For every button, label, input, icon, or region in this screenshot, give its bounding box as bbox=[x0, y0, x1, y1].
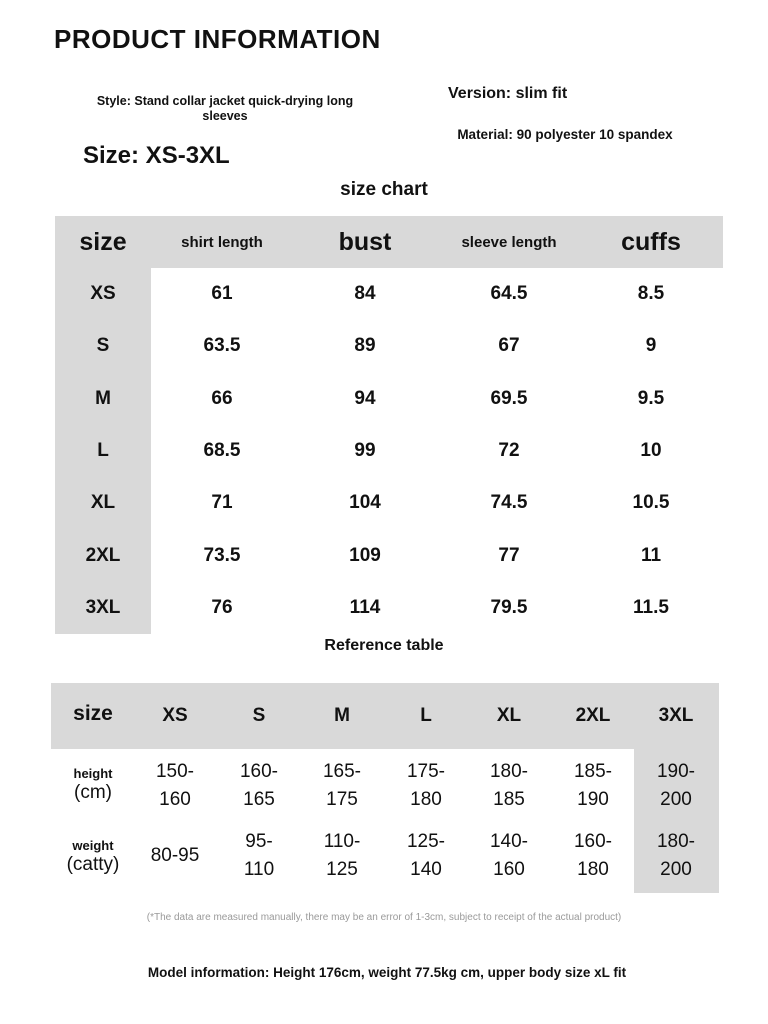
size-chart-title: size chart bbox=[340, 179, 428, 200]
measurement-cell: 99 bbox=[354, 440, 376, 462]
ref-header-size: size bbox=[73, 702, 113, 725]
height-unit: (cm) bbox=[74, 782, 112, 803]
height-range-cell: 150- 160 bbox=[155, 761, 195, 810]
height-range-cell: 180- 185 bbox=[489, 761, 529, 810]
measurement-cell: 9 bbox=[645, 335, 657, 357]
ref-header-size-option: S bbox=[252, 705, 266, 726]
size-label-cell: XS bbox=[90, 283, 116, 305]
height-range-cell: 190- 200 bbox=[656, 761, 696, 810]
page-title: PRODUCT INFORMATION bbox=[54, 24, 381, 54]
measurement-cell: 71 bbox=[211, 492, 233, 514]
measurement-cell: 84 bbox=[354, 283, 376, 305]
measurement-cell: 10.5 bbox=[632, 492, 670, 514]
measurement-cell: 10 bbox=[640, 440, 662, 462]
height-range-cell: 165- 175 bbox=[322, 761, 362, 810]
size-label-cell: 3XL bbox=[85, 596, 121, 618]
measurement-cell: 9.5 bbox=[637, 387, 665, 409]
measurement-cell: 76 bbox=[211, 596, 233, 618]
weight-range-cell: 180- 200 bbox=[656, 831, 696, 880]
measurement-cell: 66 bbox=[211, 387, 233, 409]
header-shirt-length: shirt length bbox=[181, 233, 263, 251]
measurement-cell: 11 bbox=[640, 544, 662, 566]
size-chart-table bbox=[55, 216, 723, 634]
style-info: Style: Stand collar jacket quick-drying long sleeves bbox=[96, 94, 354, 123]
measurement-cell: 69.5 bbox=[490, 387, 528, 409]
measurement-cell: 109 bbox=[349, 544, 381, 566]
ref-header-size-option: L bbox=[420, 705, 432, 726]
measurement-cell: 72 bbox=[498, 440, 520, 462]
height-label: height bbox=[73, 766, 113, 781]
ref-header-size-option: XS bbox=[162, 705, 188, 726]
measurement-cell: 61 bbox=[211, 283, 233, 305]
size-label-cell: S bbox=[96, 335, 110, 357]
size-label-cell: M bbox=[95, 387, 111, 409]
header-sleeve-length: sleeve length bbox=[461, 233, 557, 251]
header-size: size bbox=[79, 227, 127, 256]
measurement-note: (*The data are measured manually, there may be an error of 1-3cm, subject to receipt of the actual product) bbox=[146, 912, 622, 923]
measurement-cell: 11.5 bbox=[633, 596, 669, 618]
ref-header-size-option: M bbox=[334, 705, 350, 726]
height-range-cell: 185- 190 bbox=[573, 761, 613, 810]
header-bust: bust bbox=[338, 227, 392, 256]
size-label-cell: L bbox=[97, 440, 109, 462]
measurement-cell: 68.5 bbox=[203, 440, 241, 462]
measurement-cell: 104 bbox=[349, 492, 381, 514]
measurement-cell: 77 bbox=[498, 544, 520, 566]
weight-label: weight bbox=[72, 838, 114, 853]
size-range: Size: XS-3XL bbox=[83, 142, 230, 169]
measurement-cell: 63.5 bbox=[203, 335, 241, 357]
material-info: Material: 90 polyester 10 spandex bbox=[457, 127, 673, 142]
height-range-cell: 160- 165 bbox=[239, 761, 279, 810]
weight-range-cell: 95- 110 bbox=[243, 831, 275, 880]
weight-range-cell: 125- 140 bbox=[406, 831, 446, 880]
measurement-cell: 114 bbox=[349, 596, 381, 618]
weight-range-cell: 80-95 bbox=[150, 845, 200, 866]
weight-unit: (catty) bbox=[66, 854, 120, 875]
size-label-cell: XL bbox=[90, 492, 116, 514]
row-label-height bbox=[51, 753, 135, 817]
measurement-cell: 79.5 bbox=[490, 596, 528, 618]
reference-table bbox=[51, 683, 719, 893]
version-info: Version: slim fit bbox=[448, 85, 568, 102]
weight-range-cell: 110- 125 bbox=[323, 831, 361, 880]
weight-range-cell: 160- 180 bbox=[573, 831, 613, 880]
measurement-cell: 64.5 bbox=[490, 283, 528, 305]
measurement-cell: 8.5 bbox=[637, 283, 665, 305]
size-label-cell: 2XL bbox=[85, 544, 121, 566]
weight-range-cell: 140- 160 bbox=[489, 831, 529, 880]
measurement-cell: 74.5 bbox=[490, 492, 528, 514]
measurement-cell: 89 bbox=[354, 335, 376, 357]
row-label-weight bbox=[51, 825, 135, 889]
measurement-cell: 73.5 bbox=[203, 544, 241, 566]
model-info: Model information: Height 176cm, weight 77.5kg cm, upper body size xL fit bbox=[147, 965, 627, 980]
ref-header-size-option: XL bbox=[496, 705, 522, 726]
ref-header-size-option: 2XL bbox=[575, 705, 611, 726]
measurement-cell: 94 bbox=[354, 387, 376, 409]
height-range-cell: 175- 180 bbox=[406, 761, 446, 810]
measurement-cell: 67 bbox=[498, 335, 520, 357]
reference-table-title: Reference table bbox=[324, 637, 444, 654]
ref-header-size-option: 3XL bbox=[658, 705, 694, 726]
header-cuffs: cuffs bbox=[621, 227, 681, 256]
